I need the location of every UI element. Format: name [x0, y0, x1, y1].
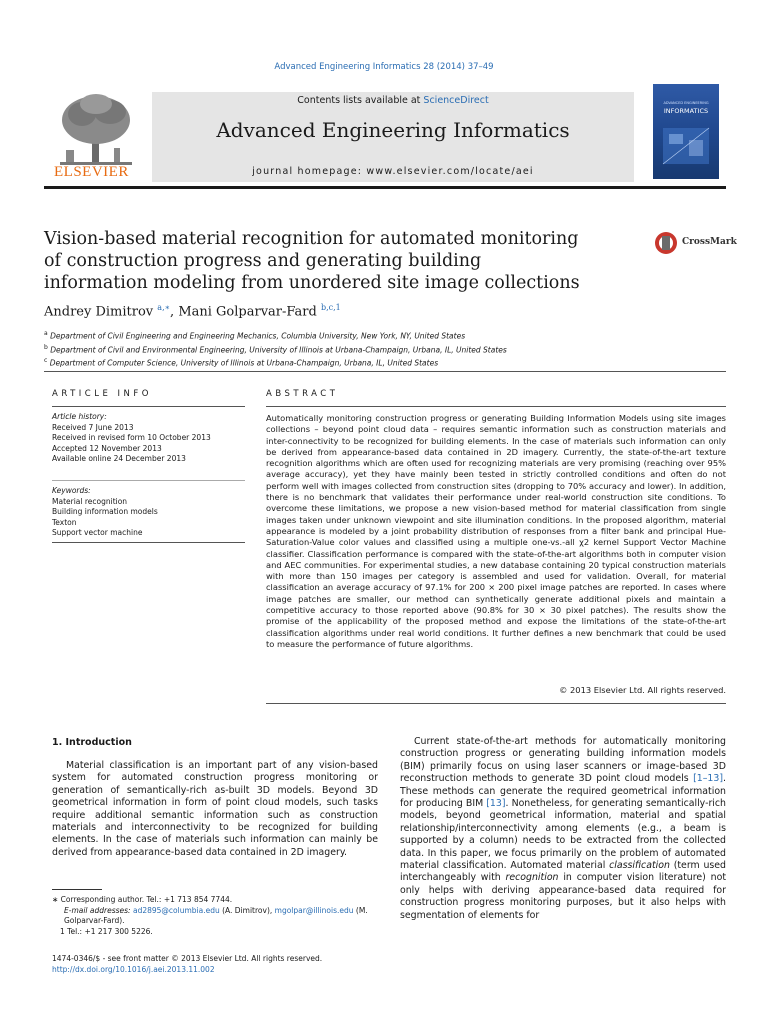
keyword-item: Texton [52, 517, 77, 527]
article-info-heading: ARTICLE INFO [52, 389, 152, 399]
copyright-notice: © 2013 Elsevier Ltd. All rights reserved. [559, 685, 726, 695]
keyword-item: Support vector machine [52, 528, 143, 537]
author-name[interactable]: Mani Golparvar-Fard [178, 304, 317, 320]
keywords-label: Keywords: [52, 486, 91, 495]
journal-header [44, 84, 726, 188]
paragraph-text: in computer vision literature) not only helps with deriving appearance-based data required for construction progress monitoring purposes, but it also helps with segmentation of elements for [400, 872, 726, 921]
keywords [52, 486, 245, 539]
paragraph-text: . Nonetheless, for generating semantically-rich models, beyond geometrical information, material and spatial relationship/interconnectivity among elements (e.g., a beam is supported by a column) needs to be extracted from the collected data. In this paper, we focus primarily on the problem of automated material classification. Automated material [400, 798, 727, 872]
citation-link[interactable]: [1–13] [693, 773, 724, 785]
telephone-note: 1 Tel.: +1 217 300 5226. [60, 926, 153, 936]
affiliation-text: Department of Computer Science, University of Illinois at Urbana-Champaign, Urbana, IL, United States [49, 358, 439, 368]
issn-info [52, 953, 378, 975]
contents-line [152, 95, 634, 106]
contents-prefix: Contents lists available at [297, 95, 424, 106]
article-info-divider [52, 406, 245, 407]
history-item: Available online 24 December 2013 [52, 454, 186, 463]
introduction-heading: 1. Introduction [52, 737, 132, 748]
crossmark-icon [654, 230, 678, 256]
history-item: Received 7 June 2013 [52, 422, 134, 432]
journal-homepage-link[interactable]: journal homepage: www.elsevier.com/locate/aei [252, 166, 534, 177]
author-affiliation-marker[interactable]: a,∗ [157, 303, 171, 312]
introduction-paragraph: Material classification is an important part of any vision-based system for automated construction progress monitoring or generation of semantically-rich as-built 3D models. Beyond 3D geometrical information in form of point cloud models, such tasks require additional semantic information such as construction materials and interconnectivity to be recognized for building elements. In the case of materials such information can mainly be derived from appearance-based data contained in 2D imagery. [52, 760, 378, 858]
emphasis-text: recognition [505, 872, 559, 884]
abstract-heading: ABSTRACT [266, 389, 339, 399]
keyword-item: Building information models [52, 507, 158, 516]
elsevier-wordmark: ELSEVIER [54, 164, 129, 180]
paragraph-text: Current state-of-the-art methods for automatically monitoring construction progress or generating building information models (BIM) primarily focus on using laser scanners or image-based 3D reconstruction methods to generate 3D point cloud models [400, 736, 726, 785]
abstract-text: Automatically monitoring construction progress or generating Building Information Models using site images collections – beyond point cloud data – requires semantic information such as construction materials and inter-connectivity to be recognized for building elements. In the case of materials such information can only be derived from appearance-based data contained in 2D imagery. Currently, the state-of-the-art texture recognition algorithms which are often used for recognizing materials are very promising (reaching over 95% average accuracy), yet they have mainly been tested in strictly controlled conditions and often do not perform well with images collected from construction sites (dropping to 70% accuracy and lower). In addition, there is no benchmark that validates their performance under real-world construction site conditions. To overcome these limitations, we propose a new vision-based method for material classification from single images taken under unknown viewpoint and site illumination conditions. In the proposed algorithm, material appearance is modeled by a joint probability distribution of responses from a filter bank and principal Hue-Saturation-Value color values and classified using a multiple one-vs.-all χ2 kernel Support Vector Machine classifier. Classification performance is compared with the state-of-the-art algorithms both in computer vision and AEC communities. For experimental studies, a new database containing 20 typical construction materials with more than 150 images per category is assembled and used for validation. Overall, for material classification an average accuracy of 97.1% for 200 × 200 pixel image patches are reported. In cases where image patches are smaller, our method can synthetically generate additional pixels and maintain a competitive accuracy to those reported above (90.8% for 30 × 30 pixel patches). The results show the promise of the applicability of the proposed method and expose the limitations of the state-of-the-art classification algorithms under real world conditions. It further defines a new benchmark that could be used to measure the performance of future algorithms. [266, 413, 726, 649]
corresponding-author-note: ∗ Corresponding author. Tel.: +1 713 854 7744. [52, 895, 233, 904]
cover-art [653, 84, 719, 179]
email-label: E-mail addresses: [64, 905, 133, 915]
author-affiliation-marker[interactable]: b,c,1 [320, 303, 341, 312]
journal-title: Advanced Engineering Informatics [216, 118, 570, 142]
affiliation-text: Department of Civil and Environmental Engineering, University of Illinois at Urbana-Champaign, Urbana, IL, United States [50, 345, 507, 354]
affiliation-marker: b [44, 343, 48, 351]
paragraph-text: . These methods can generate the required geometrical information for producing BIM [400, 773, 726, 810]
author-name[interactable]: Andrey Dimitrov [44, 304, 154, 320]
footnotes [52, 895, 378, 937]
abstract-divider [266, 406, 726, 407]
journal-reference[interactable]: Advanced Engineering Informatics 28 (2014) 37–49 [274, 62, 494, 72]
affiliation-divider [44, 371, 726, 372]
affiliation-item [44, 328, 724, 342]
sciencedirect-link[interactable]: ScienceDirect [423, 95, 489, 106]
journal-cover-image[interactable] [653, 84, 719, 179]
affiliation-text: Department of Civil Engineering and Engineering Mechanics, Columbia University, New York, NY, United States [50, 331, 466, 341]
affiliation-marker: a [44, 330, 48, 337]
email-owner: (A. Dimitrov), [219, 905, 275, 915]
keyword-item: Material recognition [52, 496, 128, 506]
doi-link[interactable]: http://dx.doi.org/10.1016/j.aei.2013.11.002 [52, 965, 215, 974]
cover-subtitle: ADVANCED ENGINEERING [663, 101, 709, 105]
email-link[interactable]: mgolpar@illinois.edu [274, 905, 354, 915]
email-link[interactable]: ad2895@columbia.edu [132, 905, 220, 915]
header-divider [44, 186, 726, 189]
email-addresses [52, 906, 378, 927]
citation-link[interactable]: [13] [486, 798, 506, 810]
footnote-divider [52, 889, 102, 890]
emphasis-text: classification [609, 860, 670, 872]
article-info-bottom-divider [52, 542, 245, 543]
history-item: Received in revised form 10 October 2013 [52, 433, 211, 442]
journal-banner [152, 92, 634, 182]
email-owner: (M. Golparvar-Fard). [64, 905, 368, 925]
affiliations [44, 328, 724, 369]
abstract-bottom-divider [266, 703, 726, 704]
author-separator: , [170, 304, 179, 320]
affiliation-item [44, 355, 724, 369]
crossmark-button[interactable] [654, 230, 737, 256]
article-title: Vision-based material recognition for automated monitoring of construction progress and generating building information modeling from unordered site image collections [44, 229, 580, 293]
history-label: Article history: [52, 412, 107, 421]
article-history [52, 412, 245, 465]
author-list [44, 303, 341, 319]
keywords-divider [52, 480, 245, 481]
cover-title: INFORMATICS [663, 107, 709, 115]
crossmark-label: CrossMark [682, 237, 737, 247]
front-matter-note: 1474-0346/$ - see front matter © 2013 Elsevier Ltd. All rights reserved. [52, 954, 323, 963]
affiliation-item [44, 342, 724, 356]
history-item: Accepted 12 November 2013 [52, 443, 162, 453]
affiliation-marker: c [44, 357, 48, 364]
paragraph-text: (term used interchangeably with [400, 860, 726, 884]
introduction-paragraph [400, 736, 726, 922]
